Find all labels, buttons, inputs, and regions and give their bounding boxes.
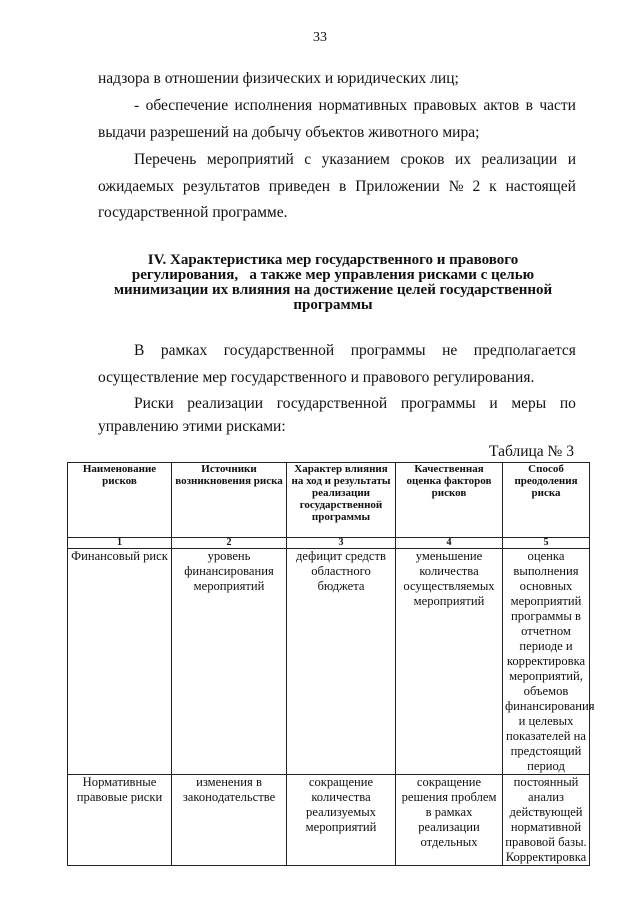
heading-line: IV. Характеристика мер государственного и правового — [147, 252, 519, 268]
word: исполнения — [234, 97, 313, 114]
column-number: 3 — [287, 538, 396, 549]
word: реализации — [187, 395, 264, 412]
table-cell: оценка выполнения основных мероприятий программы в отчетном периоде и корректировка мероприятий, объемов финансирования и целевых показателей на предстоящий период — [503, 549, 590, 775]
word: с — [304, 151, 312, 168]
column-number: 1 — [68, 538, 172, 549]
column-header: Источники возникновения риска — [172, 463, 287, 538]
bullet-line-2: выдачи разрешений на добычу объектов животного мира; — [98, 124, 480, 141]
word: - — [134, 97, 140, 114]
table-cell: Нормативные правовые риски — [68, 775, 172, 866]
word: ожидаемых — [98, 178, 174, 195]
word: по — [559, 395, 576, 412]
word: правовых — [413, 97, 477, 114]
word: и — [567, 151, 576, 168]
word: В — [134, 342, 145, 359]
column-number: 5 — [503, 538, 590, 549]
word: части — [539, 97, 576, 114]
word: их — [454, 151, 472, 168]
table-cell: изменения в законодательстве — [172, 775, 287, 866]
table-cell: дефицит средств областного бюджета — [287, 549, 396, 775]
table-cell: уровень финансирования мероприятий — [172, 549, 287, 775]
word: нормативных — [318, 97, 408, 114]
word: сроков — [400, 151, 445, 168]
word: к — [489, 178, 497, 195]
heading-line: регулирования, а также мер управления рисками с целью — [131, 267, 535, 283]
table-row — [68, 549, 590, 775]
word: государственной — [276, 395, 388, 412]
word: Перечень — [134, 151, 197, 168]
word: в — [339, 178, 347, 195]
word: 2 — [472, 178, 481, 195]
word: приведен — [268, 178, 331, 195]
table-caption: Таблица № 3 — [489, 443, 574, 460]
para2-line-2 — [98, 178, 576, 196]
word: обеспечение — [145, 97, 229, 114]
table-header-row — [68, 463, 590, 538]
heading-line: минимизации их влияния на достижение целей государственной — [113, 282, 553, 298]
para2-line-3: государственной программе. — [98, 204, 288, 221]
word: программы — [400, 395, 476, 412]
risk-table — [67, 462, 595, 866]
column-number-row — [68, 538, 590, 549]
column-number: 4 — [396, 538, 503, 549]
word: настоящей — [505, 178, 576, 195]
column-header: Качественная оценка факторов рисков — [396, 463, 503, 538]
column-header: Способ преодоления риска — [503, 463, 590, 538]
word: № — [448, 178, 464, 195]
table-cell: уменьшение количества осуществляемых мероприятий — [396, 549, 503, 775]
table-row — [68, 775, 590, 866]
intro-line-1: надзора в отношении физических и юридических лиц; — [98, 70, 459, 87]
page-number: 33 — [313, 30, 327, 45]
word: указанием — [321, 151, 390, 168]
bullet-line-1 — [134, 97, 576, 115]
table-cell: сокращение количества реализуемых мероприятий — [287, 775, 396, 866]
para4-line-2: управлению этими рисками: — [98, 418, 286, 435]
word: реализации — [481, 151, 558, 168]
word: и — [489, 395, 498, 412]
table-cell: постоянный анализ действующей нормативной правовой базы. Корректировка — [503, 775, 590, 866]
column-header: Характер влияния на ход и результаты реализации государственной программы — [287, 463, 396, 538]
table-cell: Финансовый риск — [68, 549, 172, 775]
word: Риски — [134, 395, 174, 412]
word: в — [525, 97, 533, 114]
table-cell: сокращение решения проблем в рамках реализации отдельных — [396, 775, 503, 866]
column-header: Наименование рисков — [68, 463, 172, 538]
word: предполагается — [473, 342, 576, 359]
word: мероприятий — [206, 151, 294, 168]
section-heading — [98, 253, 568, 313]
para4-line-1 — [134, 395, 576, 413]
word: государственной — [223, 342, 335, 359]
heading-line: программы — [293, 297, 373, 313]
para2-line-1 — [134, 151, 576, 169]
para3-line-1 — [134, 342, 576, 360]
word: результатов — [182, 178, 260, 195]
para3-line-2: осуществление мер государственного и правового регулирования. — [98, 369, 535, 386]
word: не — [442, 342, 458, 359]
word: меры — [511, 395, 547, 412]
word: актов — [483, 97, 520, 114]
word: рамках — [160, 342, 208, 359]
word: программы — [350, 342, 426, 359]
column-number: 2 — [172, 538, 287, 549]
word: Приложении — [355, 178, 440, 195]
